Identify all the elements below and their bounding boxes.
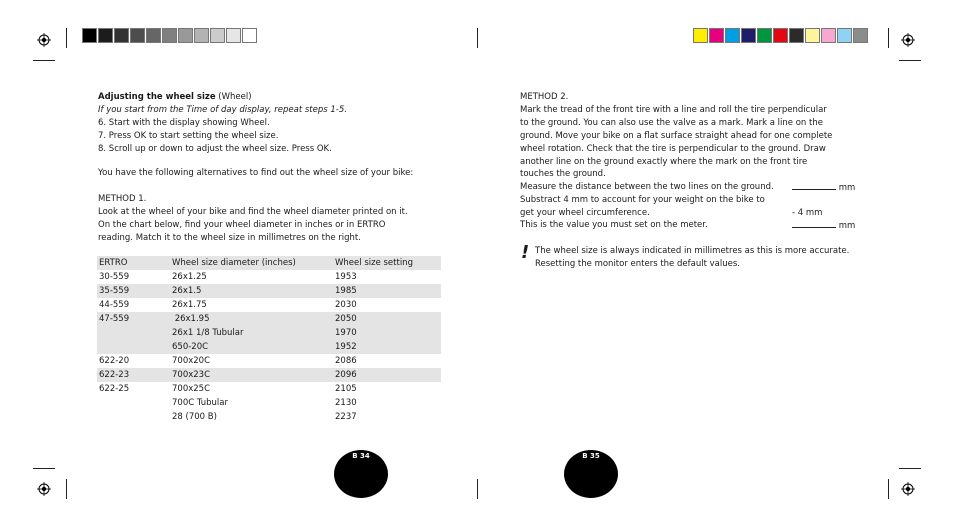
- method1-line: Look at the wheel of your bike and find the wheel diameter printed on it.: [98, 207, 408, 217]
- table-cell: 35-559: [97, 284, 170, 298]
- fill-in-blank: [792, 181, 836, 190]
- table-cell: 622-23: [97, 368, 170, 382]
- color-swatch: [741, 28, 756, 43]
- table-cell: 26x1.25: [172, 272, 207, 282]
- table-cell: 700x20C: [172, 356, 211, 366]
- step-line: 8. Scroll up or down to adjust the wheel size. Press OK.: [98, 144, 332, 154]
- table-cell: 1985: [333, 284, 441, 298]
- table-cell: 700C Tubular: [172, 398, 228, 408]
- table-cell: 28 (700 B): [172, 412, 217, 422]
- crop-mark: [888, 479, 889, 499]
- wheel-size-table: [97, 256, 441, 424]
- color-swatch: [194, 28, 209, 43]
- color-swatch: [98, 28, 113, 43]
- color-swatch: [805, 28, 820, 43]
- color-swatch: [210, 28, 225, 43]
- note-line: The wheel size is always indicated in millimetres as this is more accurate.: [535, 246, 850, 256]
- table-cell: 2105: [335, 384, 357, 394]
- table-cell: 44-559: [99, 300, 130, 310]
- crop-mark: [888, 28, 889, 48]
- fold-mark: [477, 28, 478, 48]
- page-number: B 35: [582, 452, 600, 460]
- table-cell: 30-559: [99, 272, 130, 282]
- method2-title: METHOD 2.: [520, 92, 569, 102]
- color-swatch: [162, 28, 177, 43]
- table-cell: [97, 410, 170, 424]
- measure-blank: [792, 181, 855, 195]
- table-cell: 622-20: [99, 356, 130, 366]
- table-cell: 700x25C: [172, 384, 211, 394]
- alternatives-text: You have the following alternatives to find out the wheel size of your bike:: [98, 168, 414, 178]
- table-cell: 47-559: [97, 312, 170, 326]
- color-swatch: [178, 28, 193, 43]
- registration-mark-icon: [37, 482, 51, 496]
- page-number: B 34: [352, 452, 370, 460]
- table-row: [97, 354, 441, 368]
- crop-mark: [33, 60, 55, 61]
- table-row: [97, 368, 441, 382]
- table-cell: [97, 396, 170, 410]
- method2-line: to the ground. You can also use the valve as a mark. Mark a line on the: [520, 118, 823, 128]
- table-cell: 26x1.5: [170, 284, 333, 298]
- color-swatch: [114, 28, 129, 43]
- table-cell: 26x1.95: [170, 312, 333, 326]
- table-cell: [97, 326, 170, 340]
- value-blank: [792, 219, 855, 233]
- table-cell: 26x1 1/8 Tubular: [170, 326, 333, 340]
- table-cell: 2096: [333, 368, 441, 382]
- color-swatch: [773, 28, 788, 43]
- table-header-cell: ERTRO: [97, 256, 170, 270]
- color-swatch: [693, 28, 708, 43]
- table-cell: [97, 340, 170, 354]
- method2-line: another line on the ground exactly where the mark on the front tire: [520, 157, 808, 167]
- method1-line: reading. Match it to the wheel size in millimetres on the right.: [98, 233, 361, 243]
- table-row: [97, 284, 441, 298]
- table-header-row: [97, 256, 441, 270]
- crop-mark: [899, 468, 921, 469]
- unit-label: mm: [838, 221, 856, 231]
- table-cell: 622-25: [99, 384, 130, 394]
- color-swatch: [146, 28, 161, 43]
- table-cell: 1953: [335, 272, 357, 282]
- method2-line: wheel rotation. Check that the tire is perpendicular to the ground. Draw: [520, 144, 826, 154]
- color-swatch: [821, 28, 836, 43]
- table-cell: 2030: [335, 300, 357, 310]
- color-swatch: [757, 28, 772, 43]
- color-swatch: [242, 28, 257, 43]
- table-row: [97, 312, 441, 326]
- color-swatch: [709, 28, 724, 43]
- table-cell: 1970: [333, 326, 441, 340]
- table-cell: 2086: [335, 356, 357, 366]
- measure-line: Measure the distance between the two lines on the ground.: [520, 182, 774, 192]
- method1-line: On the chart below, find your wheel diameter in inches or in ERTRO: [98, 220, 386, 230]
- color-swatch: [226, 28, 241, 43]
- table-cell: 2050: [333, 312, 441, 326]
- table-row: [97, 410, 441, 424]
- heading-bold: Adjusting the wheel size: [98, 92, 216, 102]
- table-cell: 650-20C: [170, 340, 333, 354]
- value-line: This is the value you must set on the meter.: [520, 220, 708, 230]
- table-row: [97, 340, 441, 354]
- heading-rest: (Wheel): [215, 92, 252, 102]
- table-cell: 2130: [335, 398, 357, 408]
- crop-mark: [66, 479, 67, 499]
- table-row: [97, 396, 441, 410]
- section-heading: [98, 91, 252, 104]
- method2-line: touches the ground.: [520, 169, 606, 179]
- page-number-badge: [564, 450, 618, 498]
- fold-mark: [477, 479, 478, 499]
- table-cell: 26x1.75: [172, 300, 207, 310]
- color-swatch: [837, 28, 852, 43]
- note-line: Resetting the monitor enters the default values.: [535, 259, 740, 269]
- registration-mark-icon: [37, 33, 51, 47]
- table-row: [97, 298, 441, 312]
- registration-mark-icon: [901, 33, 915, 47]
- table-cell: 2237: [335, 412, 357, 422]
- warning-icon: !: [521, 242, 530, 263]
- registration-mark-icon: [901, 482, 915, 496]
- color-swatch: [789, 28, 804, 43]
- crop-mark: [66, 28, 67, 48]
- subtract-line: Substract 4 mm to account for your weight on the bike to: [520, 195, 765, 205]
- method2-line: Mark the tread of the front tire with a line and roll the tire perpendicular: [520, 105, 827, 115]
- method1-title: METHOD 1.: [98, 194, 147, 204]
- subtract-line: get your wheel circumference.: [520, 208, 650, 218]
- subtract-value: - 4 mm: [792, 208, 823, 218]
- crop-mark: [33, 468, 55, 469]
- table-header-cell: Wheel size diameter (inches): [170, 256, 333, 270]
- table-header-cell: Wheel size setting: [333, 256, 441, 270]
- table-cell: 1952: [333, 340, 441, 354]
- color-swatch: [725, 28, 740, 43]
- table-cell: 700x23C: [170, 368, 333, 382]
- unit-label: mm: [838, 183, 856, 193]
- step-line: 6. Start with the display showing Wheel.: [98, 118, 270, 128]
- step-line: 7. Press OK to start setting the wheel size.: [98, 131, 279, 141]
- color-swatch: [130, 28, 145, 43]
- table-row: [97, 382, 441, 396]
- color-swatch: [853, 28, 868, 43]
- fill-in-blank: [792, 219, 836, 228]
- table-row: [97, 270, 441, 284]
- intro-line: If you start from the Time of day display, repeat steps 1-5.: [98, 105, 347, 115]
- color-swatch: [82, 28, 97, 43]
- crop-mark: [899, 60, 921, 61]
- page-number-badge: [334, 450, 388, 498]
- method2-line: ground. Move your bike on a flat surface straight ahead for one complete: [520, 131, 833, 141]
- table-row: [97, 326, 441, 340]
